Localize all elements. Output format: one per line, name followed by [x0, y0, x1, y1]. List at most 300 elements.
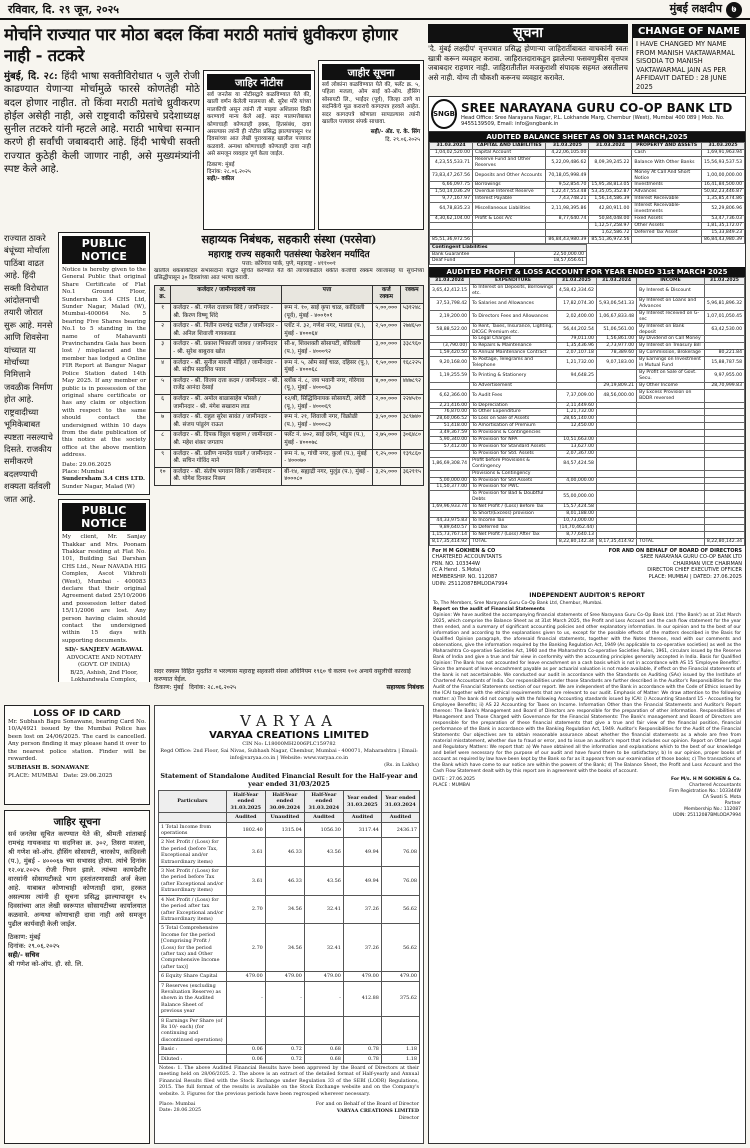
table-cell: ५,००,०००	[372, 304, 400, 322]
change-of-name-title: CHANGE OF NAME	[633, 25, 745, 38]
varyaa-table-header: Year ended 31.03.2024	[381, 791, 419, 813]
change-of-name	[632, 24, 746, 94]
table-cell: 15,88,787.58	[704, 357, 744, 370]
table-cell	[637, 416, 705, 423]
table-cell: Investments	[632, 182, 702, 189]
table-cell: 49.94	[343, 838, 381, 867]
jahir-suchna-title: जाहीर सूचना	[322, 64, 420, 80]
pl-row	[430, 477, 745, 484]
varyaa-notes: Notes: 1. The above Audited Financial Results have been approved by the Board of Directors at their meeting held on 28/06/2025. 2. The above is an extract of the detailed format of Half-yearly and Annual Financial Results filed with the Stock Exchange under Regulation 33 of the SEBI (LODR) Regulations, 2015. The full format of the results is available on the Stock Exchange website and on the Company's website. 3. Figures for the previous periods have been regrouped wherever necessary.	[159, 1066, 419, 1097]
article-dateline: मुंबई, दि. २८:	[4, 71, 58, 82]
table-cell: 11,50,377.00	[430, 484, 470, 491]
report-signature-line: Chartered Accountants	[689, 783, 741, 789]
report-signature-line: Firm Registration No.: 103344W	[669, 789, 741, 795]
recovery-table-header: रक्कम	[400, 285, 423, 303]
table-cell: 15,33,849.23	[701, 229, 744, 236]
table-cell: कर्जदार - श्री. अमोल बाळासाहेब भोसले / जामीनदार - श्री. मंगेश सखाराम लाड	[171, 394, 282, 412]
auditor-report-place: PLACE : MUMBAI	[433, 783, 471, 789]
table-cell	[596, 477, 636, 484]
table-cell: 2,11,98,395.86	[546, 203, 589, 216]
table-cell: 37.26	[343, 895, 381, 924]
pl-row	[430, 370, 745, 383]
table-cell: 1.18	[381, 1045, 419, 1054]
pl-row	[430, 457, 745, 470]
table-cell: 32.41	[304, 895, 343, 924]
table-cell: Bank Guarantee	[430, 251, 515, 258]
table-cell: ३३८९६०	[400, 340, 423, 358]
table-cell: 17,82,074.30	[556, 298, 596, 311]
table-cell: 479.00	[343, 972, 381, 981]
table-cell: २,७५,०००	[372, 431, 400, 449]
auditor-signature	[432, 548, 508, 588]
varyaa-table-row	[159, 1016, 420, 1045]
table-cell: By Interest on Treasury Bill	[637, 343, 705, 350]
table-cell	[704, 423, 744, 430]
table-cell: To Interest on Deposits, Borrowings etc.	[470, 285, 557, 298]
table-cell	[556, 484, 596, 491]
table-cell	[704, 457, 744, 470]
table-cell: Interest Receivable	[632, 196, 702, 203]
table-cell: ३८९७४०	[400, 413, 423, 431]
table-cell: TOTAL	[470, 538, 557, 545]
table-cell: To Annual Maintenance Contract	[470, 350, 557, 357]
table-cell: 51,418.00	[430, 423, 470, 430]
table-cell: (3,790.00)	[430, 343, 470, 350]
table-cell: 1,04,02,520.00	[430, 149, 473, 156]
table-cell: Interest Payable	[473, 196, 546, 203]
table-cell: ४४७८९२	[400, 376, 423, 394]
jahir-suchna-sign: सही/- अ‍ॅड. ए. के. सिंग	[370, 129, 420, 136]
varyaa-table-header: Year ended 31.03.2025	[343, 791, 381, 813]
report-signature-line: CA Swati S. Mota	[702, 795, 741, 801]
recovery-notice-table-wrap	[154, 268, 424, 666]
table-cell	[473, 222, 546, 229]
table-cell: कर्जदार - श्री. प्रवीण नामदेव घाडगे / जामीनदार - श्री. सचिन गोविंद माने	[171, 449, 282, 467]
table-cell: Profit & Loss A/c	[473, 215, 546, 222]
table-cell: 28,65,140.00	[556, 416, 596, 423]
table-cell	[430, 382, 470, 389]
table-cell: 1056.30	[304, 822, 343, 838]
table-cell: 1,62,586.72	[589, 229, 632, 236]
jahir-bottom-place: ठिकाण: मुंबई	[8, 933, 41, 941]
table-cell: ३०६४८०	[400, 431, 423, 449]
table-cell: 50,84,048.00	[589, 215, 632, 222]
table-cell	[596, 370, 636, 383]
table-cell: -	[304, 981, 343, 1016]
table-cell	[596, 517, 636, 524]
varyaa-table-header: Half-Year ended 31.03.2024	[304, 791, 343, 813]
table-cell: ३,००,०००	[372, 340, 400, 358]
table-cell	[632, 236, 702, 243]
varyaa-table-subheader: Audited	[343, 813, 381, 822]
table-cell: Money At Call And Short Notice	[632, 169, 702, 182]
table-cell: By Interest on Bank deposit	[637, 323, 705, 336]
table-cell: 8,77,640.13	[556, 531, 596, 538]
table-cell: 76.08	[381, 867, 419, 896]
pl-row	[430, 382, 745, 389]
table-cell: 1,21,732.00	[556, 357, 596, 370]
table-cell: 5,93,06,541.33	[596, 298, 636, 311]
recovery-table-row	[155, 322, 424, 340]
pl-row	[430, 517, 745, 524]
balance-sheet-row	[430, 229, 745, 236]
table-cell	[596, 484, 636, 491]
table-cell: 0.06	[226, 1054, 265, 1063]
table-cell: २	[155, 322, 171, 340]
main-headline: मोर्चाने राज्यात पार मोठा बदल किंवा मराठी मतांचं ध्रुवीकरण होणार नाही - तटकरे	[4, 25, 398, 65]
report-signature-line: UDIN: 25112087BMLODA7994	[672, 813, 741, 819]
table-cell: 34.56	[265, 924, 304, 972]
table-cell	[596, 443, 636, 450]
table-cell: 8,01,188.00	[556, 511, 596, 518]
jahir-bottom-date: दिनांक: २९.०६.२०२५	[8, 942, 60, 950]
table-cell: 15,56,93,537.53	[701, 156, 744, 169]
narrow-article-text: राज्यात ठाकरे बंधूंच्या मोर्चाला पाठिंबा वाढत आहे. हिंदी सक्ती विरोधात आंदोलनाची तयारी जोरात सुरू आहे. मनसे आणि शिवसेना यांच्यात या मोर्चाच्या निमित्ताने जवळीक निर्माण होत आहे. राष्ट्रवादीच्या भूमिकेबाबत स्पष्टता नसल्याचे दिसते. राजकीय समीकरणे बदलण्याची शक्यता वर्तवली जात आहे.	[4, 233, 53, 504]
bank-header	[429, 97, 745, 132]
table-cell: 2,02,400.00	[556, 310, 596, 323]
table-cell: Advances	[632, 189, 702, 196]
auditor-signature-line: UDIN: 25112087BMLODA7994	[432, 580, 508, 587]
varyaa-table-row	[159, 867, 420, 896]
loss-of-id-name: SUBHASH B. SONAWANE	[8, 765, 89, 772]
table-cell: 3 Net Profit / (Loss) for the period before Tax (after Exceptional and/or Extraordinary items)	[159, 867, 227, 896]
public-notice-2-title: PUBLIC NOTICE	[62, 503, 146, 531]
recovery-notice-footer	[154, 668, 424, 702]
table-cell	[704, 491, 744, 504]
table-cell: कर्जदार - श्री. राहुल सुरेश सावंत / जामीनदार - श्री. संजय पांडुरंग राऊत	[171, 413, 282, 431]
table-cell: कर्जदार - श्री. प्रकाश भिकाजी जाधव / जामीनदार - श्री. सुरेश बाबुराव खोत	[171, 340, 282, 358]
jahir-suchna-text: सर्व लोकांना कळविण्यात येते की, फ्लॅट क्र. ५, पहिला मजला, ओम साई को-ऑप. हौसिंग सोसायटी लि., भाईंदर (पूर्व), जिल्हा ठाणे या सदनिकेचे मूळ कराराचे कागदपत्र हरवले आहेत. सदर कागदपत्रे कोणाला सापडल्यास त्यांनी खालील पत्त्यावर संपर्क साधावा.	[322, 82, 420, 126]
report-signature-line: Membership No.: 112087	[684, 807, 741, 813]
table-cell: 78,389.60	[596, 350, 636, 357]
varyaa-table-header: Half-Year ended 31.03.2025	[226, 791, 265, 813]
table-cell: To Provision for PWC	[470, 484, 557, 491]
recovery-table-row	[155, 394, 424, 412]
table-cell: रूम नं. २१, शिवाजी नगर, विक्रोळी (प.), मुंबई - ४०००८३	[282, 413, 372, 431]
table-cell: 28,70,999.83	[704, 382, 744, 389]
contingent-title: Contingent Liabilities	[430, 244, 587, 251]
table-cell: २७४६५०	[400, 322, 423, 340]
table-cell: 10,73,000.00	[556, 517, 596, 524]
recovery-table-row	[155, 431, 424, 449]
table-cell: Reserve Fund and Other Reserves	[473, 156, 546, 169]
table-cell: 1,69,91,963.94	[701, 149, 744, 156]
table-cell	[704, 389, 744, 402]
table-cell	[704, 402, 744, 409]
table-cell: -	[265, 981, 304, 1016]
balance-sheet-row	[430, 222, 745, 229]
table-cell: 1,35,85,474.86	[701, 196, 744, 203]
table-cell: Diluted :	[159, 1054, 227, 1063]
table-cell: ३६२११५	[400, 467, 423, 485]
table-cell: 49.94	[343, 867, 381, 896]
table-cell	[637, 491, 705, 504]
table-cell: 1,35,436.96	[556, 343, 596, 350]
table-cell	[637, 511, 705, 518]
table-cell: १०	[155, 467, 171, 485]
table-cell: 479.00	[304, 972, 343, 981]
jahir-suchna-bottom	[4, 810, 150, 1144]
table-cell: 8,77,640.74	[546, 215, 589, 222]
table-cell: प्लॉट नं. ३२, गणेश नगर, मालाड (प.), मुंबई - ४०००६४	[282, 322, 372, 340]
table-cell: कर्जदार - श्री. विजय दत्ता कदम / जामीनदार - श्री. राजेंद्र आनंदा देसाई	[171, 376, 282, 394]
bank-logo: SNGB	[431, 99, 457, 129]
table-cell: 57,412.00	[430, 443, 470, 450]
table-cell: 5 Total Comprehensive Income for the period [Comprising Profit / (Loss) for the period (after tax) and Other Comprehensive Income (after tax)]	[159, 924, 227, 972]
table-cell: Balance With Other Banks	[632, 156, 702, 169]
table-cell: 8 Earnings Per Share (of Rs 10/- each) (for continuing and discontinued operations)	[159, 1016, 227, 1045]
pl-row	[430, 336, 745, 343]
table-cell: 76,870.00	[430, 409, 470, 416]
table-cell: 0.68	[304, 1045, 343, 1054]
varyaa-table-header: Half-Year ended 30.09.2024	[265, 791, 304, 813]
table-cell: कर्जदार - श्री. नितीन रामचंद्र पाटील / जामीनदार - श्री. अनिल शिवाजी गायकवाड	[171, 322, 282, 340]
table-cell: 55,00,000.00	[556, 491, 596, 504]
table-cell: 8,22,80,142.34	[704, 538, 744, 545]
table-cell	[704, 511, 744, 518]
public-notice-column	[58, 232, 150, 682]
table-cell: 1,56,14,586.39	[589, 196, 632, 203]
table-cell: 5,00,000.00	[430, 477, 470, 484]
table-cell: 479.00	[226, 972, 265, 981]
table-cell: Deaf Fund	[430, 258, 515, 265]
masthead-paper: मुंबई लक्षदीप ७	[670, 1, 742, 18]
table-cell	[637, 443, 705, 450]
table-cell: 1,21,732.00	[556, 409, 596, 416]
varyaa-table-row	[159, 822, 420, 838]
table-cell: Deferred Tax Asset	[632, 229, 702, 236]
table-cell: ७	[155, 413, 171, 431]
public-notice-2	[58, 499, 150, 682]
table-cell: 4,22,06,105.00	[546, 149, 589, 156]
table-cell: 3,65,42,412.15	[430, 285, 470, 298]
table-cell: 79,011.00	[556, 336, 596, 343]
jahir-notice-text: सर्व जनतेस या नोटीसद्वारे कळविण्यात येते की, खाली वर्णन केलेली मालमत्ता श्री. सुरेश मोरे यांच्या मालकीची असून त्यांनी ती माझ्या अशिलास विक्री करण्याचे मान्य केले आहे. सदर मालमत्तेबाबत कोणाचाही कोणताही हक्क, हितसंबंध, दावा असल्यास त्यांनी ही नोटीस प्रसिद्ध झाल्यापासून १४ दिवसांच्या आत लेखी पुराव्यासह खालील पत्त्यावर कळवावे. अन्यथा कोणाचाही कोणताही दावा नाही असे समजून व्यवहार पूर्ण केला जाईल.	[207, 92, 311, 158]
pl-header: EXPENDITURE	[470, 278, 557, 285]
varyaa-company-name: VARYAA CREATIONS LIMITED	[209, 730, 369, 741]
table-cell: To Deferred Tax	[470, 524, 557, 531]
table-cell: 2.70	[226, 924, 265, 972]
balance-sheet-row	[430, 215, 745, 222]
varyaa-table-row	[159, 895, 420, 924]
table-cell	[430, 491, 470, 504]
table-cell: 1,86,69,308.74	[430, 457, 470, 470]
balance-sheet-header: 31.03.2025	[701, 143, 744, 150]
table-cell: 80,221.84	[704, 350, 744, 357]
table-cell: Fixed Assets	[632, 215, 702, 222]
table-cell: फ्लॅट नं. ४०२, साई दर्शन, भांडुप (प.), मुंबई - ४०००७८	[282, 431, 372, 449]
pl-row	[430, 538, 745, 545]
jahir-notice-sign: सही/- वकील	[207, 176, 235, 183]
table-cell: ९	[155, 449, 171, 467]
varyaa-table-subheader	[159, 813, 227, 822]
table-cell: To Net Profit / (Loss) After Tax	[470, 531, 557, 538]
table-cell: 2,07,107.18	[556, 350, 596, 357]
balance-sheet-header: CAPITAL AND LIABILITIES	[473, 143, 546, 150]
table-cell	[596, 491, 636, 504]
pl-table	[429, 277, 745, 545]
pl-row	[430, 524, 745, 531]
table-cell: 58,88,522.00	[430, 323, 470, 336]
table-cell: Profit before Provisions & Contingency	[470, 457, 557, 470]
table-cell: To Rent, Taxes, Insurance, Lighting, DICGC Premium etc.	[470, 323, 557, 336]
recovery-notice-authority: सहाय्यक निबंधक, सहकारी संस्था (परसेवा)	[201, 233, 377, 246]
jahir-bottom-text: सर्व जनतेस सूचित करण्यात येते की, श्रीमती शांताबाई रामचंद्र गायकवाड या सदनिका क्र. ३०२, तिसरा मजला, श्री गणेश को-ऑप. हौसिंग सोसायटी, चारकोप, कांदिवली (प.), मुंबई - ४०००६७ च्या सभासद होत्या. त्यांचे दिनांक १२.०४.२०२५ रोजी निधन झाले. त्यांच्या कायदेशीर वारसांनी सोसायटीकडे भाग हस्तांतरणासाठी अर्ज केला आहे. याबाबत कोणाचाही कोणताही दावा, हरकत असल्यास त्यांनी ही सूचना प्रसिद्ध झाल्यापासून १५ दिवसांच्या आत लेखी स्वरूपात सोसायटीच्या कार्यालयात कळवावे. अन्यथा कोणाचाही दावा नाही असे समजून पुढील कार्यवाही केली जाईल.	[8, 830, 146, 928]
table-cell: 1,15,73,767.14	[430, 531, 470, 538]
narrow-article	[4, 232, 54, 702]
table-cell: 3.61	[226, 838, 265, 867]
table-cell: By Other Income	[637, 382, 705, 389]
pl-row	[430, 298, 745, 311]
contingent-table	[429, 244, 587, 266]
table-cell: 15,57,424.58	[556, 504, 596, 511]
varyaa-table-row	[159, 1045, 420, 1054]
table-cell: Provisions & Contingency	[470, 470, 557, 477]
table-cell: 28,60,066.52	[430, 416, 470, 423]
report-signature-line: Partner	[724, 801, 741, 807]
varyaa-table-subheader: Unaudited	[265, 813, 304, 822]
table-cell	[637, 450, 705, 457]
loss-of-id-date: Date: 29.06.2025	[63, 772, 113, 779]
table-cell: १६८२२५	[400, 358, 423, 376]
table-cell: 63,42,530.00	[704, 323, 744, 336]
table-cell	[343, 1016, 381, 1045]
auditor-report-to: To, The Members, Sree Narayana Guru Co-Op Bank Ltd, Chembur, Mumbai.	[433, 601, 603, 607]
table-cell	[704, 343, 744, 350]
suchna-disclaimer: 'दै. मुंबई लक्षदीप' वृत्तपत्रात प्रसिद्ध होणाऱ्या जाहिरातींबाबत वाचकांनी स्वतः खात्री करून व्यवहार करावा. जाहिरातदाराकडून झालेल्या फसवणुकीस वृत्तपत्र जबाबदार राहणार नाही. जाहिरातीतील मजकुराशी संपादक सहमत असतीलच असे नाही. योग्य ती चौकशी करूनच व्यवहार करावेत.	[428, 44, 628, 82]
table-cell	[430, 222, 473, 229]
recovery-notice-sign: सहाय्यक निबंधक	[386, 684, 424, 691]
table-cell: कर्जदार - श्री. दिपक विठ्ठल चव्हाण / जामीनदार - श्री. महेश शंकर जगताप	[171, 431, 282, 449]
table-cell: To Depreciation	[470, 402, 557, 409]
table-cell: १	[155, 304, 171, 322]
table-cell: Deposits and Other Accounts	[473, 169, 546, 182]
pl-row	[430, 323, 745, 336]
table-cell: 73,83,47,267.56	[430, 169, 473, 182]
table-cell: २,००,०००	[372, 394, 400, 412]
public-notice-1-title: PUBLIC NOTICE	[62, 236, 146, 264]
table-cell: 53,47,736.03	[701, 215, 744, 222]
table-cell: 6 Equity Share Capital	[159, 972, 227, 981]
table-cell: 2,07,367.00	[556, 450, 596, 457]
table-cell	[637, 457, 705, 470]
table-cell	[596, 511, 636, 518]
table-cell: 8,17,35,414.92	[596, 538, 636, 545]
table-cell: To Legal Charges	[470, 336, 557, 343]
pl-row	[430, 416, 745, 423]
table-cell	[704, 409, 744, 416]
table-cell: To Salaries and Allowances	[470, 298, 557, 311]
table-cell	[265, 1016, 304, 1045]
table-cell: 1.18	[381, 1054, 419, 1063]
table-cell: १,५०,०००	[372, 358, 400, 376]
table-cell: Other Assets	[632, 222, 702, 229]
contingent-row	[430, 251, 587, 258]
public-notice-1-text: Notice is hereby given to the General Public that original Share Certificate of Flat No.1 Ground Floor, Sundersham 3.4 CHS Ltd, Sunder Nagar, Malad (W), Mumbai-400064 No. 5 bearing Five Shares bearing No.1 to 5 standing in the name of Mahavanti Pravinchandra Gala has been lost / misplaced and the member has lodged a Online FIR Report at Bangur Nagar Police Station dated 14th May 2025. If any member or public is in possession of the original share certificate or has any claim or objection with respect to the same should contact the undersigned within 10 days from the date publication of this notice at the society office at the above mention address.	[62, 267, 146, 459]
pl-header: 31.03.2024	[430, 278, 470, 285]
balance-sheet-table	[429, 142, 745, 244]
balance-sheet-row	[430, 182, 745, 189]
table-cell: रूम नं. ७, गांधी नगर, कुर्ला (प.), मुंबई - ४०००७०	[282, 449, 372, 467]
pl-header: INCOME	[637, 278, 705, 285]
table-cell: 43.56	[304, 867, 343, 896]
table-cell: 1,22,47,553.48	[546, 189, 589, 196]
table-cell	[556, 470, 596, 477]
table-cell: 84,57,424.58	[556, 457, 596, 470]
table-cell	[704, 477, 744, 484]
pl-row	[430, 443, 745, 450]
varyaa-company-sign: VARYAA CREATIONS LIMITED	[336, 1108, 419, 1115]
table-cell: 32.41	[304, 924, 343, 972]
loss-of-id-place: PLACE: MUMBAI	[8, 772, 59, 779]
jahir-suchna-date: दि. २९.०६.२०२५	[385, 136, 420, 143]
table-cell: 1,81,35,172.07	[701, 222, 744, 229]
table-cell: ६	[155, 394, 171, 412]
table-cell: Cash	[632, 149, 702, 156]
table-cell: 43.56	[304, 838, 343, 867]
table-cell	[596, 423, 636, 430]
table-cell: 1,07,01,050.45	[704, 310, 744, 323]
table-cell	[704, 285, 744, 298]
table-cell: To Printing & Stationery	[470, 370, 557, 383]
table-cell: ३,५०,०००	[372, 413, 400, 431]
table-cell	[596, 470, 636, 477]
table-cell: 4 Net Profit / (Loss) for the period after tax (after Exceptional and/or Extraordinary items)	[159, 895, 227, 924]
table-cell: 51,06,561.00	[596, 323, 636, 336]
varyaa-results	[154, 705, 424, 1144]
table-cell: By Dividend on Call Money	[637, 336, 705, 343]
table-cell: 1,12,57,258.97	[589, 222, 632, 229]
table-cell: 56,44,202.54	[556, 323, 596, 336]
varyaa-cin: CIN No: L18000MH2006PLC159782	[242, 741, 336, 747]
table-cell: 8,22,80,142.34	[556, 538, 596, 545]
table-cell: Interest Receivable-investments	[632, 203, 702, 216]
table-cell	[704, 504, 744, 511]
auditor-signature-line: (C A Hend . S.Mota)	[432, 567, 482, 574]
table-cell: 7,37,009.00	[556, 389, 596, 402]
lead-article	[4, 70, 200, 228]
pl-row	[430, 285, 745, 298]
auditor-report-sub: Report on the audit of Financial Statements	[433, 607, 545, 613]
varyaa-date: Date: 28.06.2025	[159, 1108, 202, 1114]
varyaa-table-subheader: Audited	[304, 813, 343, 822]
table-cell	[637, 524, 705, 531]
bank-signatures	[429, 546, 745, 590]
public-notice-1-sign2: Sunder Nagar, Malad (W)	[62, 483, 135, 490]
table-cell	[596, 416, 636, 423]
table-cell: 64,78,835.23	[430, 203, 473, 216]
table-cell: 5,96,81,896.32	[704, 298, 744, 311]
recovery-notice-place: ठिकाण: मुंबई	[154, 684, 184, 691]
auditor-signature-line: For H M GOKHEN & CO	[432, 547, 496, 554]
varyaa-address: Regd Office: 2nd Floor, Sai Nivas, Subhash Nagar, Chembur, Mumbai - 400071, Maharashtra | Email: info@varyaa.co.in | Website: www.varyaa.co.in	[160, 748, 418, 761]
suchna-banner: सूचना	[428, 24, 628, 43]
public-notice-2-addr: B/25, Ashish, 2nd Floor, Lokhandwala Complex,	[70, 669, 138, 682]
balance-sheet-header: PROPERTY AND ASSETS	[632, 143, 702, 150]
table-cell: Basic :	[159, 1045, 227, 1054]
jahir-suchna-col2	[318, 60, 424, 230]
table-cell: Capital Account	[473, 149, 546, 156]
table-cell: रूम नं. १०, साई कृपा चाळ, कांदिवली (पूर्व), मुंबई - ४००१०१	[282, 304, 372, 322]
table-cell: 1315.04	[265, 822, 304, 838]
article-body: हिंदी भाषा सक्तीविरोधात ५ जुलै रोजी काढण्यात येणाऱ्या मोर्चामुळे फारसे कोणतेही मोठे बदल होणार नाहीत. तो किंवा मराठी मतांचे ध्रुवीकरण होईल असेही नाही, असे राष्ट्रवादी काँग्रेसचे प्रदेशाध्यक्ष सुनील तटकरे यांनी म्हटले आहे. मराठी भाषेचा सन्मान करणे ही सर्वांची जबाबदारी आहे. हिंदी भाषेची सक्ती राज्यात कुठेही केली जाणार नाही, असे मुख्यमंत्र्यांनी स्पष्ट केले आहे.	[4, 71, 200, 176]
pl-row	[430, 531, 745, 538]
board-signature-line: FOR AND ON BEHALF OF BOARD OF DIRECTORS	[608, 547, 742, 554]
auditor-report-signature	[669, 777, 741, 819]
table-cell: 0.78	[343, 1054, 381, 1063]
table-cell: To Postage, Telegrams and Telephone	[470, 357, 557, 370]
table-cell	[637, 477, 705, 484]
